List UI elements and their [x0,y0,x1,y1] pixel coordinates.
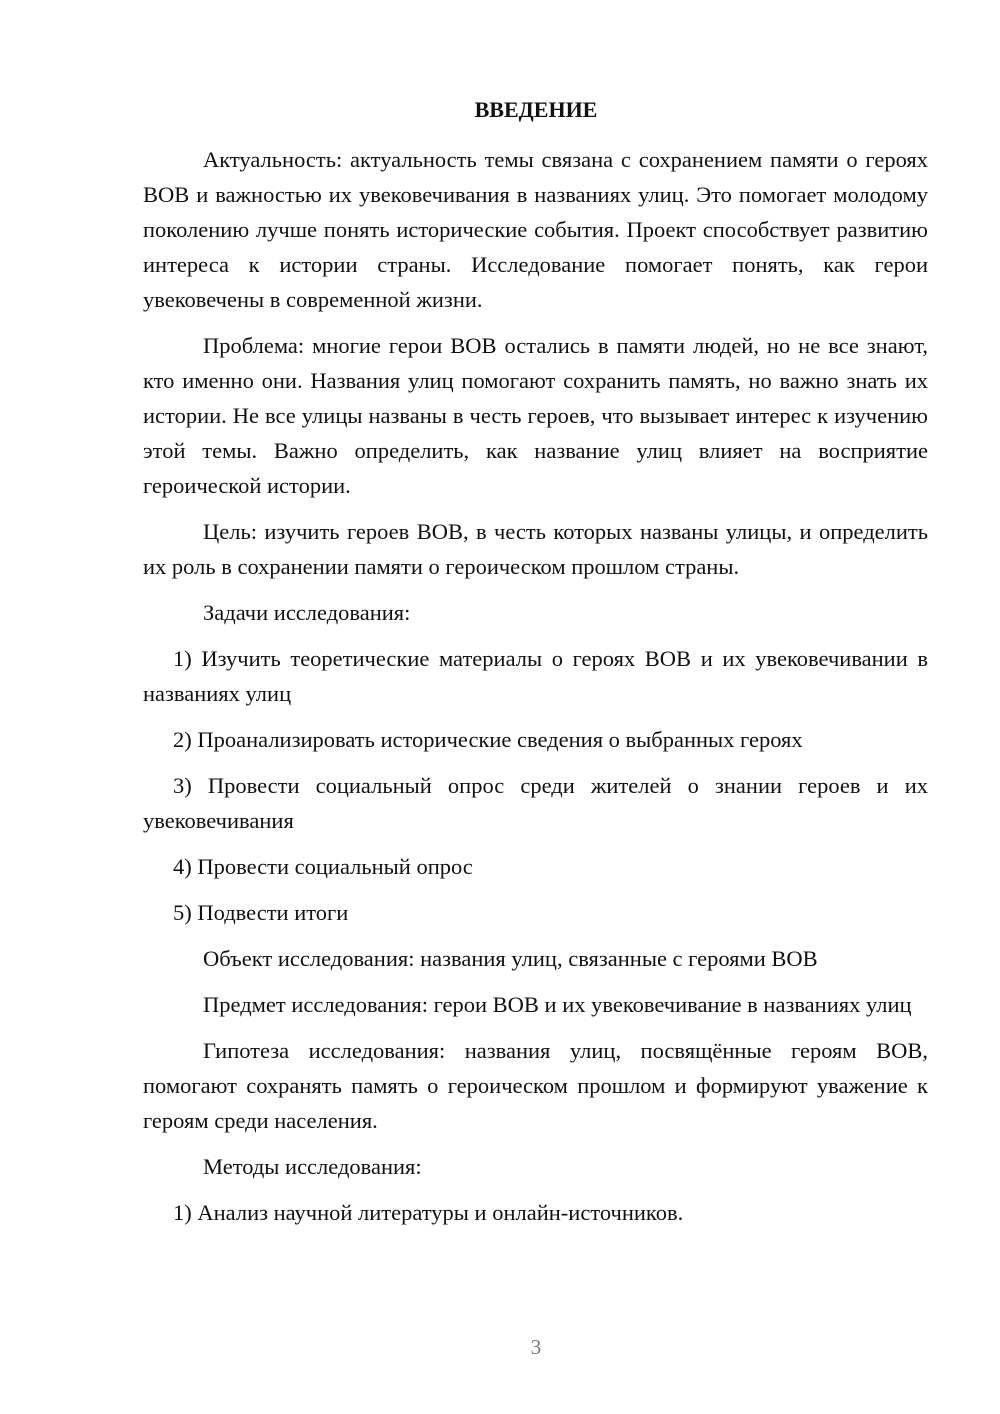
section-title: ВВЕДЕНИЕ [474,97,598,122]
research-subject: Предмет исследования: герои ВОВ и их увековечивание в названиях улиц [203,992,912,1017]
relevance-paragraph: Актуальность: актуальность темы связана с сохранением памяти о героях ВОВ и важностью их увековечивания в названиях улиц. Это помогает молодому поколению лучше понять исторические события. Проект способствует развитию интереса к истории страны. Исследование помогает понять, как герои увековечены в современной жизни. [143,147,928,312]
task-item-1: 1) Изучить теоретические материалы о героях ВОВ и их увековечивании в названиях улиц [143,646,928,706]
research-hypothesis: Гипотеза исследования: названия улиц, посвящённые героям ВОВ, помогают сохранять память о героическом прошлом и формируют уважение к героям среди населения. [143,1038,928,1133]
task-item-3: 3) Провести социальный опрос среди жителей о знании героев и их увековечивания [143,773,928,833]
research-object: Объект исследования: названия улиц, связанные с героями ВОВ [203,946,818,971]
tasks-heading: Задачи исследования: [203,600,411,625]
task-item-2: 2) Проанализировать исторические сведения о выбранных героях [173,727,803,752]
task-item-5: 5) Подвести итоги [173,900,349,925]
goal-paragraph: Цель: изучить героев ВОВ, в честь которых названы улицы, и определить их роль в сохранении памяти о героическом прошлом страны. [143,519,928,579]
document-body [143,142,928,1241]
page-number: 3 [530,1335,542,1359]
problem-paragraph: Проблема: многие герои ВОВ остались в памяти людей, но не все знают, кто именно они. Названия улиц помогают сохранить память, но важно знать их истории. Не все улицы названы в честь героев, что вызывает интерес к изучению этой темы. Важно определить, как название улиц влияет на восприятие героической истории. [143,333,928,498]
method-item-1: 1) Анализ научной литературы и онлайн-источников. [173,1200,684,1225]
task-item-4: 4) Провести социальный опрос [173,854,473,879]
methods-heading: Методы исследования: [203,1154,422,1179]
